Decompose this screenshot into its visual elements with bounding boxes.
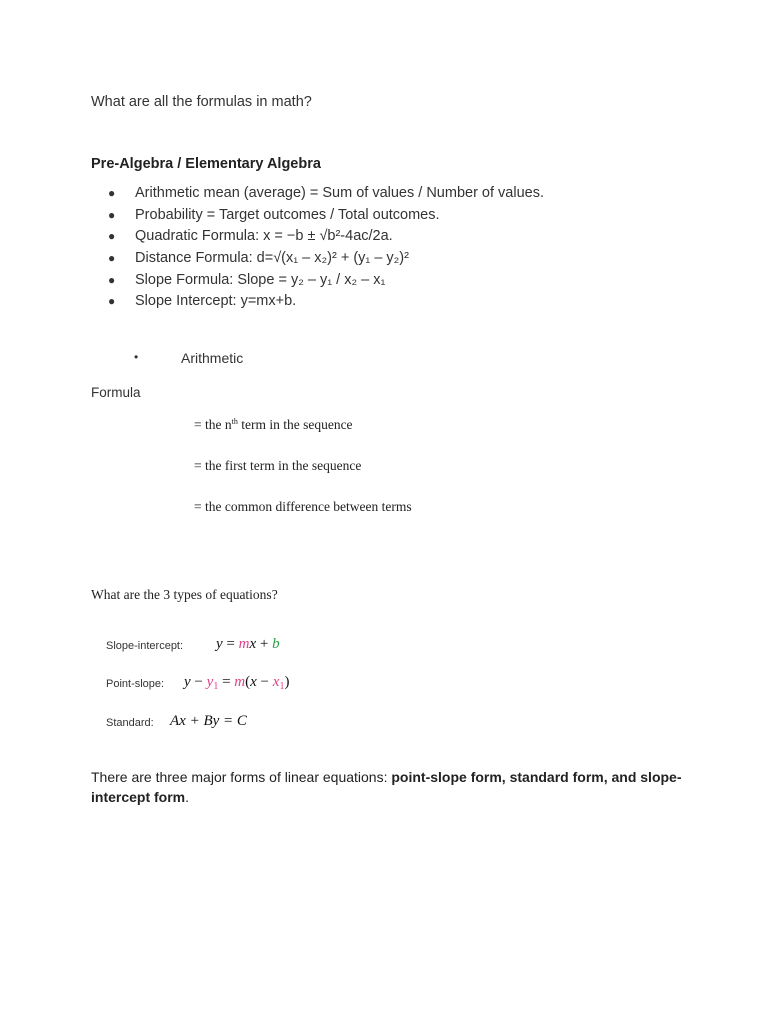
list-item	[108, 226, 544, 248]
list-item	[108, 248, 544, 270]
linear-forms-bold: point-slope form, standard form, and slope-intercept form	[91, 769, 682, 805]
formula-text: Slope Formula: Slope = y₂ – y₁ / x₂ – x₁	[135, 271, 386, 288]
common-difference-definition: = the common difference between terms	[194, 499, 412, 514]
equation-types-figure	[100, 628, 340, 738]
equation-types-question: What are the 3 types of equations?	[91, 587, 278, 602]
slope-intercept-label: Slope-intercept:	[106, 640, 184, 652]
formula-text: Quadratic Formula: x = −b ± √b²-4ac/2a.	[135, 228, 393, 245]
point-slope-label: Point-slope:	[106, 678, 165, 690]
arithmetic-label: Arithmetic	[181, 350, 244, 366]
bullet-icon: ●	[108, 251, 116, 266]
list-item	[108, 291, 544, 313]
formula-text: Slope Intercept: y=mx+b.	[135, 293, 297, 310]
standard-equation: Ax + By = C	[170, 713, 247, 729]
question-heading: What are all the formulas in math?	[91, 94, 312, 110]
formula-text: Probability = Target outcomes / Total outcomes.	[135, 206, 440, 223]
formula-list	[108, 183, 544, 313]
point-slope-equation: $y - y_1 = m(x - x_1)$	[184, 674, 290, 692]
formula-text: Distance Formula: d=√(x₁ – x₂)² + (y₁ – y₂)²	[135, 250, 409, 267]
list-item	[108, 270, 544, 292]
first-term-definition: = the first term in the sequence	[194, 458, 362, 473]
bullet-icon: ●	[108, 294, 116, 309]
formula-label: Formula	[91, 385, 141, 400]
list-item	[108, 183, 544, 205]
arithmetic-bullet-icon: •	[134, 350, 139, 364]
nth-term-definition: = the $n^{th}$ term in the sequence	[194, 417, 353, 432]
slope-intercept-equation: y = mx + b	[216, 636, 280, 652]
bullet-icon: ●	[108, 272, 116, 287]
conclusion-paragraph: There are three major forms of linear equations: point-slope form, standard form, and slope-intercept form.	[91, 769, 682, 805]
bullet-icon: ●	[108, 229, 116, 244]
section-heading: Pre-Algebra / Elementary Algebra	[91, 156, 321, 172]
formula-text: Arithmetic mean (average) = Sum of values / Number of values.	[135, 185, 544, 201]
bullet-icon: ●	[108, 207, 116, 222]
list-item	[108, 205, 544, 227]
bullet-icon: ●	[108, 186, 116, 200]
standard-label: Standard:	[106, 717, 154, 729]
